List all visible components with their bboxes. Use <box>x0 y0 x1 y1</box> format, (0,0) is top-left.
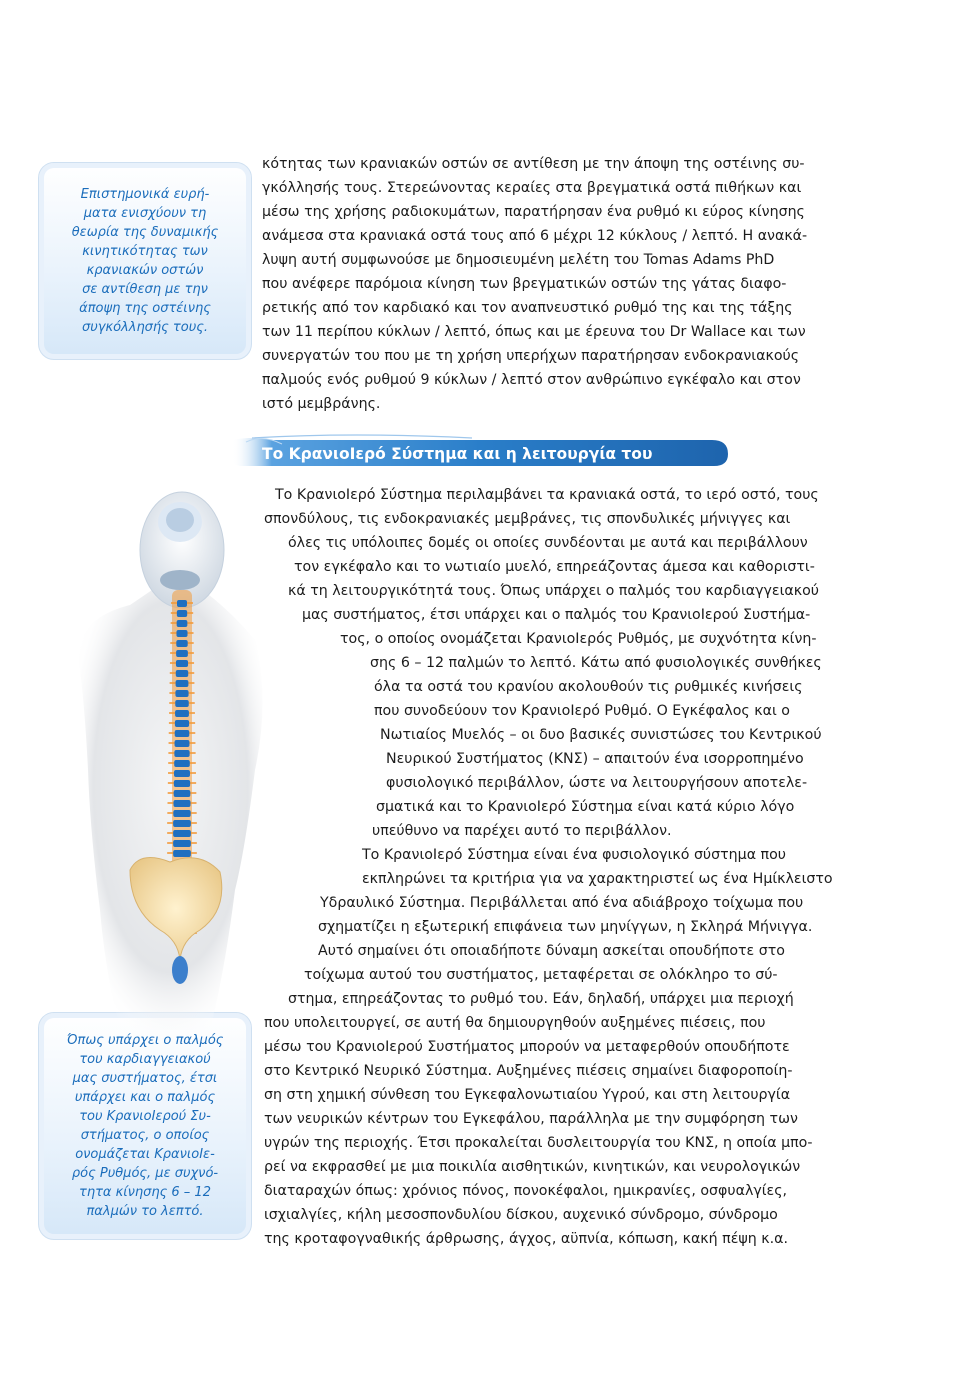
text-line: Το ΚρανιοΙερό Σύστημα περιλαμβάνει τα κρανιακά οστά, το ιερό οστό, τους <box>275 487 819 503</box>
vertebra <box>176 640 187 647</box>
text-line: παλμούς ενός ρυθμού 9 κύκλων / λεπτό στον ανθρώπινο εγκέφαλο και στον <box>262 372 801 388</box>
text-line: διαταραχών όπως: χρόνιος πόνος, πονοκέφαλοι, ημικρανίες, οσφυαλγίες, <box>264 1183 788 1199</box>
callout-line: σε αντίθεση με την <box>82 282 208 297</box>
vertebra <box>177 600 187 607</box>
vertebra <box>174 800 191 807</box>
vertebra <box>174 760 190 767</box>
text-line: υγρών της περιοχής. Έτσι προκαλείται δυσλειτουργία του ΚΝΣ, η οποία μπο- <box>264 1135 813 1151</box>
text-line: μέσω της χρήσης ραδιοκυμάτων, παρατήρησαν ένα ρυθμό κι εύρος κίνησης <box>262 204 805 220</box>
text-line: μέσω του ΚρανιοΙερού Συστήματος μπορούν να μεταφερθούν οπουδήποτε <box>264 1039 790 1055</box>
callout-line: άποψη της οστέινης <box>79 301 211 316</box>
callout-line: κρανιακών οστών <box>86 263 204 278</box>
vertebra <box>173 820 191 827</box>
text-line: συνεργατών του που με τη χρήση υπερήχων παρατήρησαν ενδοκρανιακούς <box>262 348 800 364</box>
vertebra <box>175 690 188 697</box>
vertebra <box>174 770 190 777</box>
text-line: εκπληρώνει τα κριτήρια για να χαρακτηριστεί ως ένα Ημίκλειστο <box>362 871 833 887</box>
callout-line: υπάρχει και ο παλμός <box>74 1090 216 1105</box>
vertebra <box>176 630 187 637</box>
text-line: σπονδύλους, τις ενδοκρανιακές μεμβράνες, τις σπονδυλικές μήνιγγες και <box>264 511 791 527</box>
text-line: σματικά και το ΚρανιοΙερό Σύστημα είναι κατά κύριο λόγο <box>376 799 795 815</box>
text-line: των 11 περίπου κύκλων / λεπτό, όπως και με έρευνα του Dr Wallace και των <box>262 324 806 340</box>
vertebra <box>173 830 191 837</box>
vertebra <box>173 810 190 817</box>
text-line: Υδραυλικό Σύστημα. Περιβάλλεται από ένα αδιάβροχο τοίχωμα που <box>320 895 804 911</box>
callout-line: θεωρία της δυναμικής <box>71 225 219 240</box>
callout-line: ονομάζεται ΚρανιοΙε- <box>75 1147 215 1162</box>
text-line: Αυτό σημαίνει ότι οποιαδήποτε δύναμη ασκείται οπουδήποτε στο <box>318 943 785 959</box>
text-line: Νευρικού Συστήματος (ΚΝΣ) – απαιτούν ένα ισορροπημένο <box>386 751 804 767</box>
vertebra <box>173 850 191 857</box>
callout-line: του καρδιαγγειακού <box>79 1052 211 1067</box>
text-line: τος, ο οποίος ονομάζεται ΚρανιοΙερός Ρυθμός, με συχνότητα κίνη- <box>340 631 817 647</box>
callout-line: μας συστήματος, έτσι <box>72 1071 218 1086</box>
callout-line: Όπως υπάρχει ο παλμός <box>66 1033 224 1048</box>
text-line: που συνοδεύουν τον ΚρανιοΙερό Ρυθμό. Ο Εγκέφαλος και ο <box>374 703 790 719</box>
vertebra <box>176 650 188 657</box>
vertebra <box>176 670 188 677</box>
text-line: λυψη αυτή συμφωνούσε με δημοσιευμένη μελέτη του Tomas Adams PhD <box>262 252 775 268</box>
text-line: στημα, επηρεάζοντας το ρυθμό του. Εάν, δηλαδή, υπάρχει μια περιοχή <box>288 991 794 1007</box>
vertebra <box>175 740 190 747</box>
vertebra <box>174 750 189 757</box>
text-line: ρετικής από τον καρδιακό και τον αναπνευστικό ρυθμό της και της τάξης <box>262 300 793 316</box>
text-line: όλες τις υπόλοιπες δομές οι οποίες συνδέονται με αυτά και περιβάλλουν <box>288 535 808 551</box>
vertebra <box>174 790 191 797</box>
vertebra <box>175 730 190 737</box>
text-line: φυσιολογικό περιβάλλον, ώστε να λειτουργήσουν αποτελε- <box>386 775 808 791</box>
callout-line: συγκόλλησής τους. <box>81 320 208 335</box>
callout-bottom <box>38 1012 252 1240</box>
section-heading: Το ΚρανιοΙερό Σύστημα και η λειτουργία του <box>262 445 653 463</box>
callout-line: ρός Ρυθμός, με συχνό- <box>71 1166 219 1181</box>
callout-line: ματα ενισχύουν τη <box>83 206 207 221</box>
section-heading-band <box>232 432 732 472</box>
spine-illustration <box>60 470 270 1030</box>
text-line: υπεύθυνο να παρέχει αυτό το περιβάλλον. <box>372 823 672 839</box>
vertebra <box>177 610 187 617</box>
vertebra <box>173 840 191 847</box>
callout-line: Επιστημονικά ευρή- <box>80 187 210 202</box>
vertebra <box>177 620 188 627</box>
vertebra <box>175 720 189 727</box>
callout-line: κινητικότητας των <box>82 244 208 259</box>
text-line: που υπολειτουργεί, σε αυτή θα δημιουργηθούν αυξημένες πιέσεις, που <box>264 1015 766 1031</box>
text-line: σχηματίζει η εξωτερική επιφάνεια των μηνίγγων, η Σκληρά Μήνιγγα. <box>318 919 813 935</box>
callout-quote-top <box>72 185 219 337</box>
text-line: τον εγκέφαλο και το νωτιαίο μυελό, επηρεάζοντας άμεσα και καθοριστι- <box>294 559 815 575</box>
text-line: σης 6 – 12 παλμών το λεπτό. Κάτω από φυσιολογικές συνθήκες <box>370 655 822 671</box>
text-line: ιστό μεμβράνης. <box>262 396 381 412</box>
vertebra <box>175 700 189 707</box>
callout-line: στήματος, ο οποίος <box>80 1128 210 1143</box>
text-line: ση στη χημική σύνθεση του Εγκεφαλονωτιαίου Υγρού, και στη λειτουργία <box>264 1087 791 1103</box>
text-line: στο Κεντρικό Νευρικό Σύστημα. Αυξημένες πιέσεις σημαίνει διαφοροποίη- <box>264 1063 793 1079</box>
callout-line: του ΚρανιοΙερού Συ- <box>79 1109 211 1124</box>
callout-top <box>38 162 252 360</box>
text-line: ανάμεσα στα κρανιακά οστά τους από 6 μέχρι 12 κύκλους / λεπτό. Η ανακά- <box>262 228 808 244</box>
vertebra <box>175 710 189 717</box>
text-line: Το ΚρανιοΙερό Σύστημα είναι ένα φυσιολογικό σύστημα που <box>362 847 786 863</box>
text-line: Νωτιαίος Μυελός – οι δυο βασικές συνιστώσες του Κεντρικού <box>380 727 822 743</box>
text-line: όλα τα οστά του κρανίου ακολουθούν τις ρυθμικές κινήσεις <box>374 679 803 695</box>
vertebra <box>176 680 189 687</box>
text-line: κά τη λειτουργικότητά τους. Όπως υπάρχει ο παλμός του καρδιαγγειακού <box>288 583 819 599</box>
text-line: ρεί να εκφρασθεί με μια ποικιλία αισθητικών, κινητικών, και νευρολογικών <box>264 1159 801 1175</box>
callout-quote-bottom <box>67 1031 224 1221</box>
vertebra <box>176 660 188 667</box>
text-line: μας συστήματος, έτσι υπάρχει και ο παλμός του ΚρανιοΙερού Συστήμα- <box>302 607 811 623</box>
text-line: που ανέφερε παρόμοια κίνηση των βρεγματικών οστών της γάτας διαφο- <box>262 276 787 292</box>
text-line: ισχιαλγίες, κήλη μεσοσπονδυλίου δίσκου, αυχενικό σύνδρομο, σύνδρομο <box>264 1207 778 1223</box>
vertebra <box>174 780 190 787</box>
text-line: κότητας των κρανιακών οστών σε αντίθεση με την άποψη της οστέινης συ- <box>262 156 805 172</box>
text-line: της κροταφογναθικής άρθρωσης, άγχος, αϋπνία, κόπωση, κακή πέψη κ.α. <box>264 1231 788 1247</box>
text-line: των νευρικών κέντρων του Εγκεφάλου, παράλληλα με την συμφόρηση των <box>264 1111 798 1127</box>
text-line: τοίχωμα αυτού του συστήματος, μεταφέρεται σε ολόκληρο το σύ- <box>304 967 778 983</box>
callout-line: παλμών το λεπτό. <box>86 1204 204 1219</box>
callout-line: τητα κίνησης 6 – 12 <box>79 1185 211 1200</box>
text-line: γκόλλησής τους. Στερεώνοντας κεραίες στα βρεγματικά οστά πιθήκων και <box>262 180 802 196</box>
